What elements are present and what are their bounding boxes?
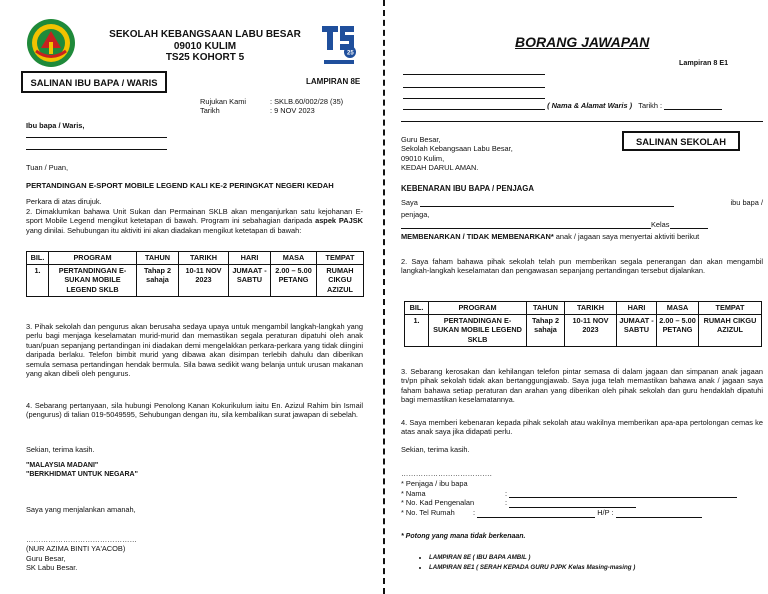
school-crest-icon [26, 18, 76, 68]
paragraph-2 [26, 207, 363, 235]
name-line-1 [403, 74, 545, 75]
reference-block [200, 97, 343, 116]
field-phone-row [401, 508, 763, 518]
attachment-label: LAMPIRAN 8E [306, 77, 361, 86]
program-table [26, 251, 364, 297]
attachment-list [429, 554, 768, 574]
field-phone-line[interactable] [477, 510, 595, 518]
paragraph-4: 4. Sebarang pertanyaan, sila hubungi Penolong Kanan Kokurikulum iaitu En. Azizul Rahim bin Ismail (pengurus) di talian 019-5049595, Sehubungan dengan itu, sila kembalikan surat jawapan di sebelah. [26, 401, 363, 420]
paragraph-3: 3. Pihak sekolah dan pengurus akan berusaha sedaya upaya untuk mengambil langkah-langkah yang perlu bagi menjaga keselamatan murid-murid dan memastikan segala peraturan dipatuhi oleh anak tuan/puan sepanjang pertandingan ini diadakan demi mengelakkan perkara-perkara yang tidak diingini daripada berlaku. Telefon bimbit murid yang dibawa akan disimpan terlebih dahulu dan diberikan semula semasa pertandingan hendak bermula. Sila bawa sedikit wang belanja untuk urusan makanan yang akan dibeli oleh pengurus. [26, 322, 363, 379]
salutation: Tuan / Puan, [26, 163, 69, 172]
parent-copy-label: SALINAN IBU BAPA / WARIS [21, 71, 167, 93]
trust-line: Saya yang menjalankan amanah, [26, 505, 136, 514]
kelas-row [401, 220, 763, 229]
penjaga-label: penjaga, [401, 210, 430, 219]
reply-paragraph-4: 4. Saya memberi kebenaran kepada pihak sekolah atau wakilnya memberikan apa-apa pertolongan cemas ke atas anak saya jika didapati perlu. [401, 418, 763, 437]
table-header-row [27, 252, 364, 265]
cell-tempat: RUMAH CIKGU AZIZUL [317, 264, 364, 296]
school-header [80, 29, 330, 64]
field-parent: * Penjaga / ibu bapa [401, 479, 468, 488]
consent-saya-row [401, 198, 763, 207]
name-line-2 [403, 87, 545, 88]
page-divider [383, 0, 385, 594]
date-value: : 9 NOV 2023 [270, 106, 315, 116]
reply-fields [401, 479, 763, 518]
rth-tahun: TAHUN [527, 302, 565, 315]
consent-title: KEBENARAN IBU BAPA / PENJAGA [401, 184, 534, 193]
th-tarikh: TARIKH [179, 252, 229, 265]
rcell-bil: 1. [405, 314, 429, 346]
reply-signature-dots: ………………………………. [401, 469, 492, 478]
signature-dots: ……………………………………… [26, 535, 137, 544]
school-cohort: TS25 KOHORT 5 [165, 52, 245, 64]
th-hari: HARI [229, 252, 271, 265]
allow-row [401, 232, 763, 241]
field-ic-line[interactable] [509, 500, 636, 508]
field-hp-label: H/P : [597, 507, 614, 517]
recipient-block [401, 135, 513, 173]
reply-table-header-row [405, 302, 762, 315]
ref-value: : SKLB.60/002/28 (35) [270, 97, 344, 106]
signatory-school: SK Labu Besar. [26, 563, 78, 573]
field-ic-colon: : [505, 498, 508, 508]
closing-thanks: Sekian, terima kasih. [26, 445, 95, 454]
school-postcode: 09010 KULIM [173, 40, 237, 52]
recipient-line-3: 09010 Kulim, [401, 153, 445, 163]
kelas-line [670, 221, 708, 229]
name-line-4 [403, 102, 545, 110]
addressee: Ibu bapa / Waris, [26, 121, 85, 130]
paragraph-2-text: 2. Dimaklumkan bahawa Unit Sukan dan Permainan SKLB akan menganjurkan satu kejohanan E-sport Mobile Legend mengikut ketetapan di bawah. Program ini sebahagian daripada [26, 207, 363, 226]
signature-block [26, 535, 137, 573]
matter-line: Perkara di atas dirujuk. [26, 197, 102, 206]
rth-bil: BIL. [405, 302, 429, 315]
rth-hari: HARI [617, 302, 657, 315]
recipient-line-2: Sekolah Kebangsaan Labu Besar, [401, 144, 513, 154]
reply-paragraph-3: 3. Sebarang kerosakan dan kehilangan telefon pintar semasa di dalam jagaan dan simpanan anak jagaan tn/pn pihak sekolah tidak akan bertanggungjawab. Saya juga telah memastikan bahawa anak / jagaan saya faham bahawa setiap peraturan dan arahan yang diberikan oleh pihak sekolah dan guru hendaklah dipatuhi bagi memastikan keselamatannya. [401, 367, 763, 405]
ibu-bapa-label: ibu bapa / [730, 198, 763, 207]
rcell-masa: 2.00 – 5.00 PETANG [657, 314, 699, 346]
rth-tarikh: TARIKH [565, 302, 617, 315]
paragraph-2-text-end: yang dinilai. Sehubungan itu aktiviti ini akan diadakan mengikut ketetapan di bawah: [26, 225, 302, 235]
th-tahun: TAHUN [137, 252, 179, 265]
allow-text: anak / jagaan saya menyertai aktiviti berikut [553, 232, 700, 241]
table-row [405, 314, 762, 346]
th-bil: BIL. [27, 252, 49, 265]
reply-program-table [404, 301, 762, 347]
field-name-line[interactable] [509, 490, 737, 498]
rth-masa: MASA [657, 302, 699, 315]
field-name-row [401, 489, 763, 499]
cell-tahun: Tahap 2 sahaja [137, 264, 179, 296]
name-line-3 [403, 98, 545, 99]
svg-text:25: 25 [347, 50, 354, 57]
slogan-1: "MALAYSIA MADANI" [26, 462, 99, 469]
signatory-name: (NUR AZIMA BINTI YA'ACOB) [26, 544, 126, 554]
rcell-hari: JUMAAT - SABTU [617, 314, 657, 346]
letter-subject: PERTANDINGAN E-SPORT MOBILE LEGEND KALI KE-2 PERINGKAT NEGERI KEDAH [26, 181, 334, 190]
field-ic-label: * No. Kad Pengenalan [401, 498, 475, 508]
th-tempat: TEMPAT [317, 252, 364, 265]
field-phone-label: * No. Tel Rumah [401, 507, 455, 517]
reply-paragraph-2: 2. Saya faham bahawa pihak sekolah telah pun memberikan segala penerangan dan akan mengambil langkah-langkah keselamatan dan pengawasan sepanjang pertandingan tersebut dijalankan. [401, 257, 763, 276]
field-name-label: * Nama [401, 488, 426, 498]
header-rule [401, 121, 763, 122]
list-item: • LAMPIRAN 8E1 ( SERAH KEPADA GURU PJPK Kelas Masing-masing ) [429, 564, 768, 572]
reply-date-line [664, 102, 722, 110]
kelas-pre-line [401, 221, 651, 229]
address-line-1 [26, 137, 167, 138]
slogan-2: "BERKHIDMAT UNTUK NEGARA" [26, 470, 138, 478]
th-program: PROGRAM [49, 252, 137, 265]
rth-tempat: TEMPAT [699, 302, 762, 315]
reply-thanks: Sekian, terima kasih. [401, 445, 470, 454]
address-line-2 [26, 149, 167, 150]
rcell-tarikh: 10-11 NOV 2023 [565, 314, 617, 346]
signatory-title: Guru Besar, [26, 553, 66, 563]
th-masa: MASA [271, 252, 317, 265]
school-copy-label: SALINAN SEKOLAH [622, 131, 740, 151]
cell-tarikh: 10-11 NOV 2023 [179, 264, 229, 296]
field-name-colon: : [505, 488, 508, 498]
field-hp-line[interactable] [616, 510, 702, 518]
ts25-logo-icon [318, 22, 360, 68]
cell-masa: 2.00 – 5.00 PETANG [271, 264, 317, 296]
allow-options: MEMBENARKAN / TIDAK MEMBENARKAN* [401, 232, 554, 241]
table-row [27, 264, 364, 296]
rcell-tempat: RUMAH CIKGU AZIZUL [699, 314, 762, 346]
rcell-tahun: Tahap 2 sahaja [527, 314, 565, 346]
school-name: SEKOLAH KEBANGSAAN LABU BESAR [109, 29, 301, 40]
slogan [26, 462, 138, 480]
list-item: • LAMPIRAN 8E ( IBU BAPA AMBIL ) [429, 554, 768, 562]
field-ic-row [401, 498, 763, 508]
reply-date-label: Tarikh : [638, 101, 663, 110]
form-title: BORANG JAWAPAN [515, 34, 650, 50]
saya-line [420, 199, 674, 207]
recipient-line-4: KEDAH DARUL AMAN. [401, 163, 479, 173]
name-address-label: ( Nama & Alamat Waris ) [547, 101, 633, 110]
rcell-program: PERTANDINGAN E-SUKAN MOBILE LEGEND SKLB [429, 314, 527, 346]
recipient-line-1: Guru Besar, [401, 135, 441, 144]
paragraph-2-bold: aspek PAJSK [315, 216, 363, 226]
form-attachment: Lampiran 8 E1 [679, 58, 729, 67]
date-label: Tarikh [200, 106, 220, 116]
cell-bil: 1. [27, 264, 49, 296]
ref-label: Rujukan Kami [200, 97, 247, 106]
cross-note: * Potong yang mana tidak berkenaan. [401, 533, 526, 540]
saya-label: Saya [401, 198, 418, 207]
field-phone-colon: : [473, 507, 476, 517]
cell-hari: JUMAAT - SABTU [229, 264, 271, 296]
rth-program: PROGRAM [429, 302, 527, 315]
kelas-label: Kelas [651, 220, 670, 229]
cell-program: PERTANDINGAN E-SUKAN MOBILE LEGEND SKLB [49, 264, 137, 296]
name-address-row [403, 101, 763, 110]
